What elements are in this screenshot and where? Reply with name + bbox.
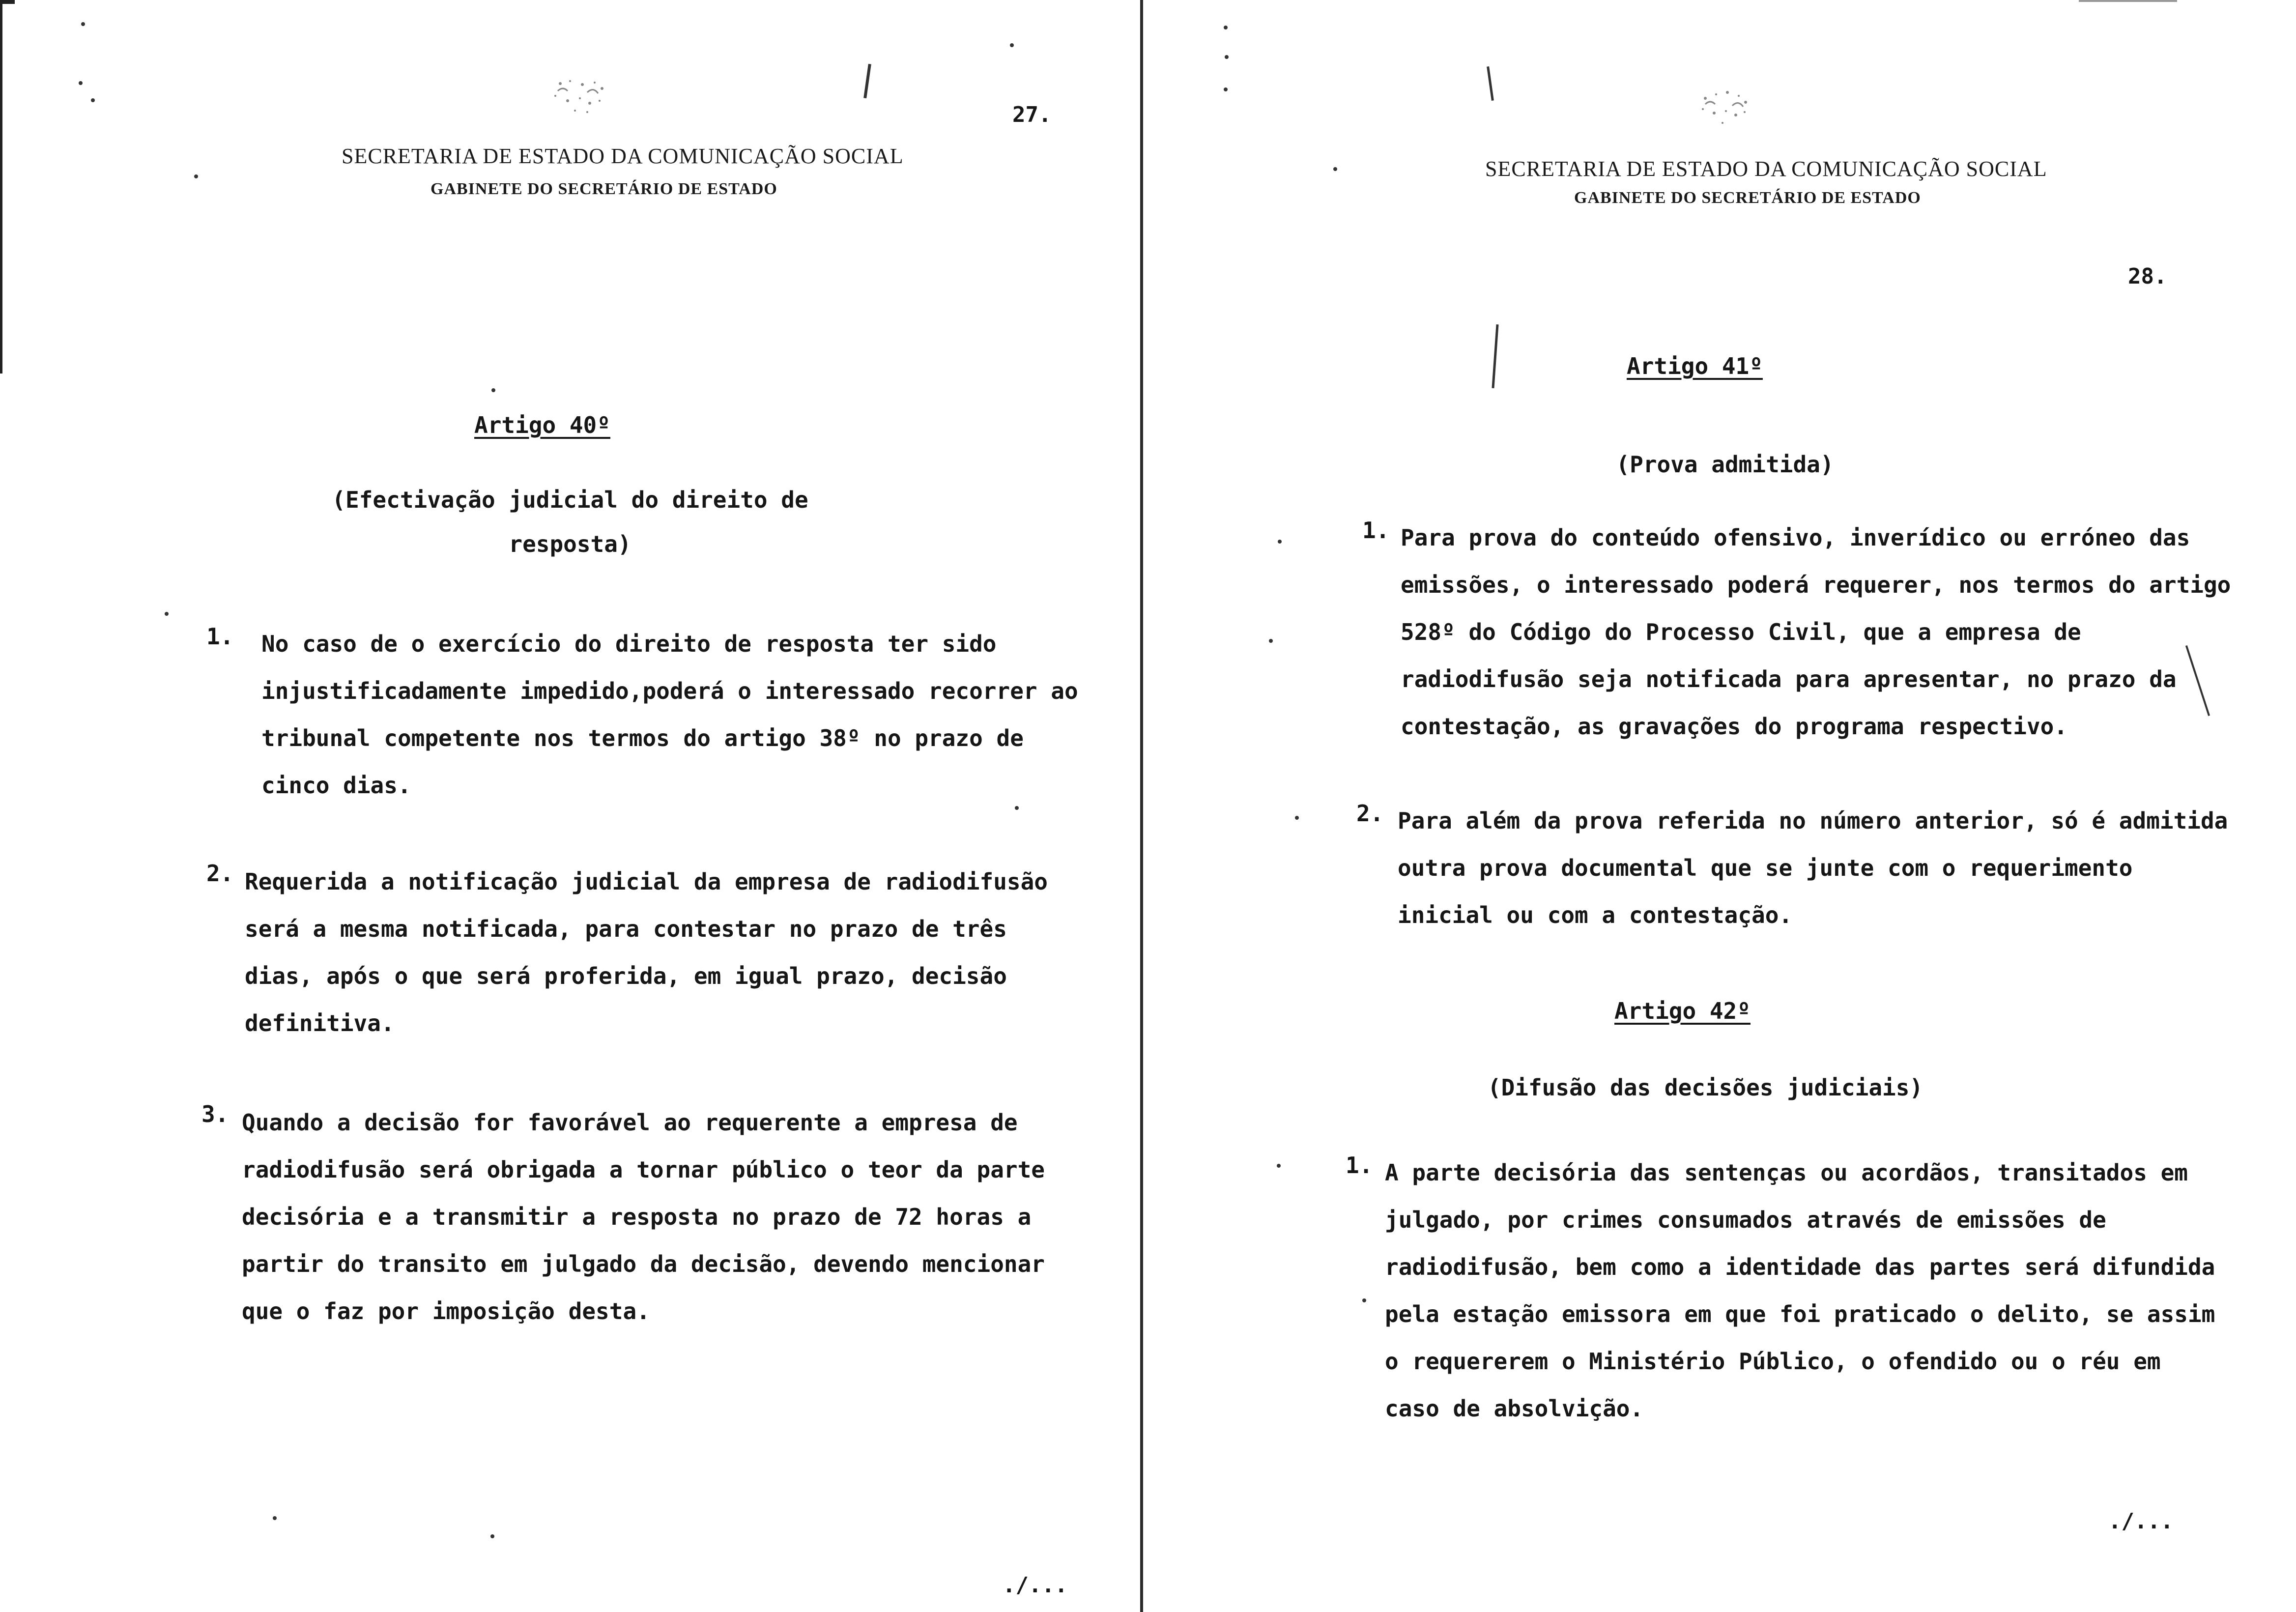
header-cabinet: GABINETE DO SECRETÁRIO DE ESTADO: [1574, 189, 1921, 207]
scan-speck: [1362, 1298, 1366, 1302]
item-number: 1.: [206, 623, 234, 650]
article-heading: Artigo 42º: [1614, 998, 1751, 1024]
scan-speck: [273, 1516, 277, 1520]
scan-speck: [79, 81, 83, 85]
scan-speck: [1269, 639, 1273, 643]
scan-stroke: [1492, 324, 1498, 388]
item-number: 1.: [1362, 517, 1390, 544]
scan-speck: [1225, 55, 1229, 59]
page-right: [1145, 0, 2296, 1612]
scan-stroke: [1487, 66, 1494, 101]
item-text: No caso de o exercício do direito de resposta ter sido injustificadamente impedido,poderá o interessado recorrer ao tribunal competente nos termos do artigo 38º no prazo de cinco dias.: [261, 631, 1078, 799]
header-cabinet: GABINETE DO SECRETÁRIO DE ESTADO: [430, 180, 777, 198]
article-subtitle: (Prova admitida): [1616, 451, 1834, 478]
continuation-mark: ./...: [1003, 1573, 1068, 1598]
scan-speck: [194, 174, 198, 178]
article-heading: Artigo 41º: [1627, 353, 1763, 379]
item-text: Requerida a notificação judicial da empresa de radiodifusão será a mesma notificada, para contestar no prazo de três dias, após o que será proferida, em igual prazo, decisão definitiva.: [245, 868, 1048, 1036]
item-number: 1.: [1346, 1152, 1373, 1179]
scan-speck: [81, 22, 85, 26]
scan-speck: [165, 612, 169, 616]
scan-speck: [91, 98, 95, 102]
scan-speck: [1295, 816, 1299, 820]
scan-speck: [1224, 26, 1228, 29]
item-text: Para além da prova referida no número anterior, só é admitida outra prova documental que se junte com o requerimento inicial ou com a contestação.: [1398, 807, 2228, 928]
page-number: 28.: [2128, 264, 2167, 289]
page-left: [0, 0, 1145, 1612]
scan-speck: [1333, 167, 1337, 171]
scan-speck: [1277, 1164, 1281, 1168]
article-heading: Artigo 40º: [474, 412, 610, 438]
scan-speck: [1224, 87, 1228, 91]
continuation-mark: ./...: [2108, 1509, 2174, 1534]
header-ministry: SECRETARIA DE ESTADO DA COMUNICAÇÃO SOCIAL: [342, 144, 904, 168]
item-number: 2.: [1356, 800, 1384, 827]
article-subtitle: (Efectivação judicial do direito de resposta): [332, 487, 808, 557]
crest-emblem-icon: [541, 74, 619, 118]
item-number: 3.: [201, 1101, 229, 1127]
item-text: A parte decisória das sentenças ou acordãos, transitados em julgado, por crimes consumados através de emissões de radiodifusão, bem como a identidade das partes será difundida pela estação emissora em que foi praticado o delito, se assim o requererem o Ministério Público, o ofendido ou o réu em caso de absolvição.: [1385, 1159, 2215, 1422]
scan-stroke: [2079, 0, 2177, 2]
scan-speck: [1015, 806, 1019, 810]
crest-emblem-icon: [1686, 84, 1764, 128]
scan-speck: [491, 388, 495, 392]
article-subtitle: (Difusão das decisões judiciais): [1487, 1074, 1923, 1101]
item-text: Para prova do conteúdo ofensivo, inverídico ou erróneo das emissões, o interessado poderá requerer, nos termos do artigo 528º do Código do Processo Civil, que a empresa de radiodifusão seja notificada para apresentar, no prazo da contestação, as gravações do programa respectivo.: [1401, 524, 2231, 740]
scan-speck: [490, 1534, 494, 1538]
page-number: 27.: [1012, 102, 1052, 127]
scan-speck: [1010, 43, 1014, 47]
header-ministry: SECRETARIA DE ESTADO DA COMUNICAÇÃO SOCIAL: [1485, 157, 2047, 181]
item-text: Quando a decisão for favorável ao requerente a empresa de radiodifusão será obrigada a tornar público o teor da parte decisória e a transmitir a resposta no prazo de 72 horas a partir do transito em julgado da decisão, devendo mencionar que o faz por imposição desta.: [242, 1109, 1045, 1324]
item-number: 2.: [206, 860, 234, 887]
scan-speck: [1278, 540, 1282, 544]
scan-stroke: [863, 64, 871, 98]
